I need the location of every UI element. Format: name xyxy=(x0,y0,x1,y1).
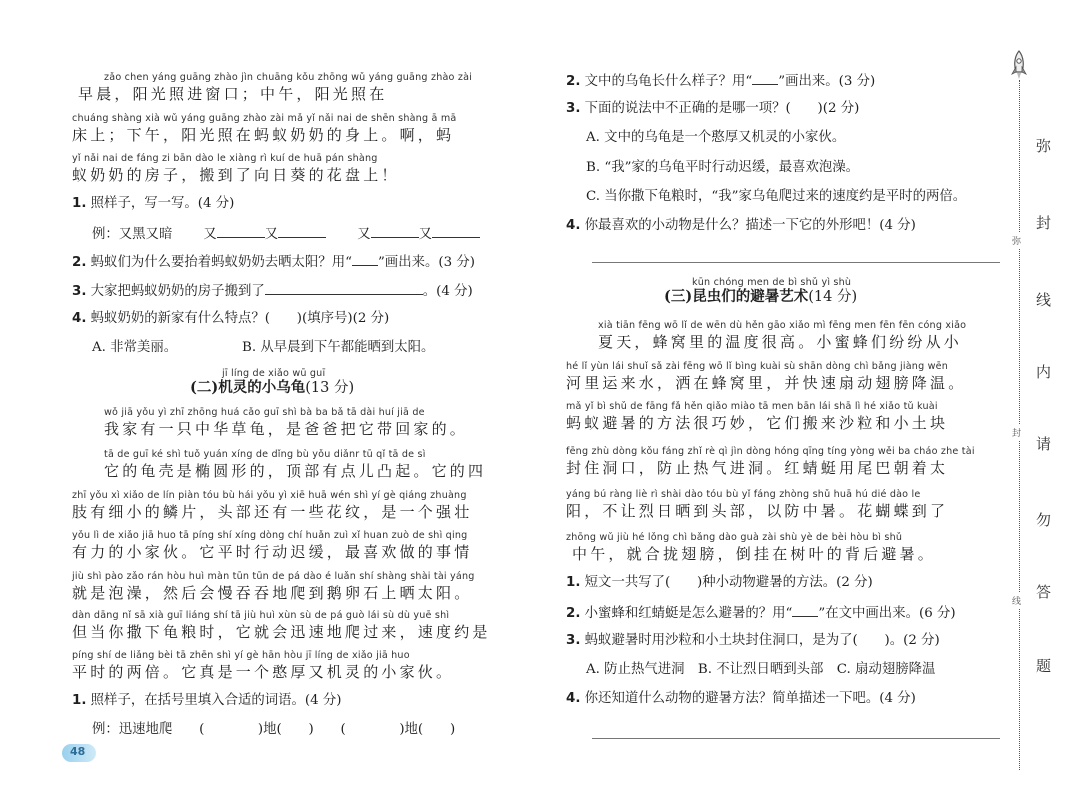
question-r7-options[interactable]: A. 防止热气进洞 B. 不让烈日晒到头部 C. 扇动翅膀降温 xyxy=(586,662,936,677)
seal-char: 弥 xyxy=(1036,137,1052,155)
question-r7: 3. 蚂蚁避暑时用沙粒和小土块封住洞口，是为了( )。(2 分) xyxy=(566,633,940,648)
passage-line: 河里运来水，洒在蜂窝里，并快速扇动翅膀降温。 xyxy=(566,374,967,392)
pinyin-line: zhōng wǔ jiù hé lǒng chì bǎng dào guà zài shù yè de bèi hòu bì shǔ xyxy=(566,532,903,543)
question-2: 2. 蚂蚁们为什么要抬着蚂蚁奶奶去晒太阳？用“ ”画出来。(3 分) xyxy=(72,251,475,273)
passage-line: 它的龟壳是椭圆形的，顶部有点儿凸起。它的四 xyxy=(104,462,487,480)
question-5: 1. 照样子，在括号里填入合适的词语。(4 分) xyxy=(72,693,342,708)
option-b[interactable]: B. “我”家的乌龟平时行动迟缓，最喜欢泡澡。 xyxy=(586,160,860,175)
blank[interactable] xyxy=(432,223,480,238)
seal-char: 线 xyxy=(1036,291,1052,309)
passage-line: 蚂蚁避暑的方法很巧妙，它们搬来沙粒和小土块 xyxy=(566,414,949,432)
question-1: 1. 照样子，写一写。(4 分) xyxy=(72,196,235,211)
passage-line: 封住洞口，防止热气进洞。红蜻蜓用尾巴朝着太 xyxy=(566,459,949,477)
pinyin-line: xià tiān fēng wō lǐ de wēn dù hěn gāo xiǎo mì fēng men fēn fēn cóng xiǎo xyxy=(598,320,967,331)
seal-small-char: 线 xyxy=(1012,593,1021,608)
pinyin-line: zhī yǒu xì xiǎo de lín piàn tóu bù hái yǒu yì xiē huā wén shì yí gè qiáng zhuàng xyxy=(72,490,467,501)
question-r6: 2. 小蜜蜂和红蜻蜓是怎么避暑的？用“ ”在文中画出来。(6 分) xyxy=(566,602,956,624)
pinyin-line: yǒu lì de xiǎo jiā huo tā píng shí xíng dòng chí huǎn zuì xǐ huan zuò de shì qing xyxy=(72,530,468,541)
seal-char: 答 xyxy=(1036,583,1052,601)
passage-line: 蚁奶奶的房子，搬到了向日葵的花盘上！ xyxy=(72,166,400,184)
option-b[interactable]: B. 从早晨到下午都能晒到太阳。 xyxy=(242,340,435,355)
passage-line: 早晨，阳光照进窗口；中午，阳光照在 xyxy=(78,85,388,103)
pinyin-line: fēng zhù dòng kǒu fáng zhǐ rè qì jìn dòng hóng qīng tíng yòng wěi ba cháo zhe tài xyxy=(566,446,975,457)
passage-line: 床上；下午，阳光照在蚂蚁奶奶的身上。啊，蚂 xyxy=(72,126,455,144)
blank[interactable] xyxy=(278,223,326,238)
passage-line: 平时的两倍。它真是一个憨厚又机灵的小家伙。 xyxy=(72,663,455,681)
question-3: 3. 大家把蚂蚁奶奶的房子搬到了 。(4 分) xyxy=(72,280,473,302)
option-c[interactable]: C. 当你撒下龟粮时，“我”家乌龟爬过来的速度约是平时的两倍。 xyxy=(586,189,967,204)
pinyin-line: dàn dāng nǐ sā xià guī liáng shí tā jiù huì xùn sù de pá guò lái sù dù yuē shì xyxy=(72,610,450,621)
passage-line: 阳，不让烈日晒到头部，以防中暑。花蝴蝶到了 xyxy=(566,502,949,520)
seal-char: 封 xyxy=(1036,214,1052,232)
seal-small-char: 封 xyxy=(1012,425,1021,440)
pinyin-line: zǎo chen yáng guāng zhào jìn chuāng kǒu zhōng wǔ yáng guāng zhào zài xyxy=(104,72,473,83)
question-r4: 4. 你最喜欢的小动物是什么？描述一下它的外形吧！(4 分) xyxy=(566,218,916,233)
pinyin-line: píng shí de liǎng bèi tā zhēn shì yí gè hān hòu jī líng de xiǎo jiā huo xyxy=(72,650,410,661)
pinyin-line: jiù shì pào zǎo rán hòu huì màn tūn tūn de pá dào é luǎn shí shàng shài tài yáng xyxy=(72,571,475,582)
page-number-badge: 48 xyxy=(62,744,96,762)
pinyin-line: mǎ yǐ bì shǔ de fāng fǎ hěn qiǎo miào tā men bān lái shā lì hé xiǎo tǔ kuài xyxy=(566,401,938,412)
question-1-example: 例：又黑又暗 又 又 又 又 xyxy=(92,223,480,245)
option-a[interactable]: A. 文中的乌龟是一个憨厚又机灵的小家伙。 xyxy=(586,130,846,145)
divider xyxy=(592,738,1000,739)
option-a[interactable]: A. 非常美丽。 xyxy=(92,340,178,355)
section-title-pinyin: kūn chóng men de bì shǔ yì shù xyxy=(692,277,852,288)
blank[interactable] xyxy=(217,223,265,238)
passage-line: 我家有一只中华草龟，是爸爸把它带回家的。 xyxy=(104,420,469,438)
passage-line: 有力的小家伙。它平时行动迟缓，最喜欢做的事情 xyxy=(72,543,473,561)
section-title: (三)昆虫们的避暑艺术(14 分) xyxy=(664,288,858,305)
seal-char: 请 xyxy=(1036,435,1052,453)
pinyin-line: yǐ nǎi nai de fáng zi bān dào le xiàng rì kuí de huā pán shàng xyxy=(72,153,378,164)
passage-line: 就是泡澡，然后会慢吞吞地爬到鹅卵石上晒太阳。 xyxy=(72,584,473,602)
passage-line: 肢有细小的鳞片，头部还有一些花纹，是一个强壮 xyxy=(72,503,473,521)
section-title-pinyin: jī líng de xiǎo wū guī xyxy=(222,368,326,379)
pinyin-line: hé lǐ yùn lái shuǐ sǎ zài fēng wō lǐ bìng kuài sù shān dòng chì bǎng jiàng wēn xyxy=(566,361,949,372)
section-title: (二)机灵的小乌龟(13 分) xyxy=(190,379,355,396)
question-r8: 4. 你还知道什么动物的避暑方法？简单描述一下吧。(4 分) xyxy=(566,691,916,706)
pinyin-line: chuáng shàng xià wǔ yáng guāng zhào zài mǎ yǐ nǎi nai de shēn shàng ā mā xyxy=(72,113,457,124)
question-5-example: 例：迅速地爬 ( )地( ) ( )地( ) xyxy=(92,722,456,737)
seal-small-char: 弥 xyxy=(1012,233,1021,248)
blank[interactable] xyxy=(371,223,419,238)
question-r2: 2. 文中的乌龟长什么样子？用“ ”画出来。(3 分) xyxy=(566,70,875,92)
divider xyxy=(592,262,1000,263)
seal-char: 题 xyxy=(1036,657,1052,675)
pinyin-line: yáng bú ràng liè rì shài dào tóu bù yǐ fáng zhòng shǔ huā hú dié dào le xyxy=(566,489,921,500)
passage-line: 但当你撒下龟粮时，它就会迅速地爬过来，速度约是 xyxy=(72,623,491,641)
question-r5: 1. 短文一共写了( )种小动物避暑的方法。(2 分) xyxy=(566,575,873,590)
seal-char: 内 xyxy=(1036,363,1052,381)
question-r3: 3. 下面的说法中不正确的是哪一项？( )(2 分) xyxy=(566,101,860,116)
answer-blank[interactable] xyxy=(265,280,423,295)
passage-line: 中午，就合拢翅膀，倒挂在树叶的背后避暑。 xyxy=(572,545,937,563)
passage-line: 夏天，蜂窝里的温度很高。小蜜蜂们纷纷从小 xyxy=(598,333,963,351)
pinyin-line: tā de guī ké shì tuǒ yuán xíng de dǐng bù yǒu diǎnr tū qǐ tā de sì xyxy=(104,449,426,460)
pinyin-line: wǒ jiā yǒu yì zhī zhōng huá cǎo guī shì bà ba bǎ tā dài huí jiā de xyxy=(104,407,425,418)
seal-char: 勿 xyxy=(1036,511,1052,529)
rocket-icon xyxy=(1010,50,1028,80)
question-4: 4. 蚂蚁奶奶的新家有什么特点？( )(填序号)(2 分) xyxy=(72,311,390,326)
